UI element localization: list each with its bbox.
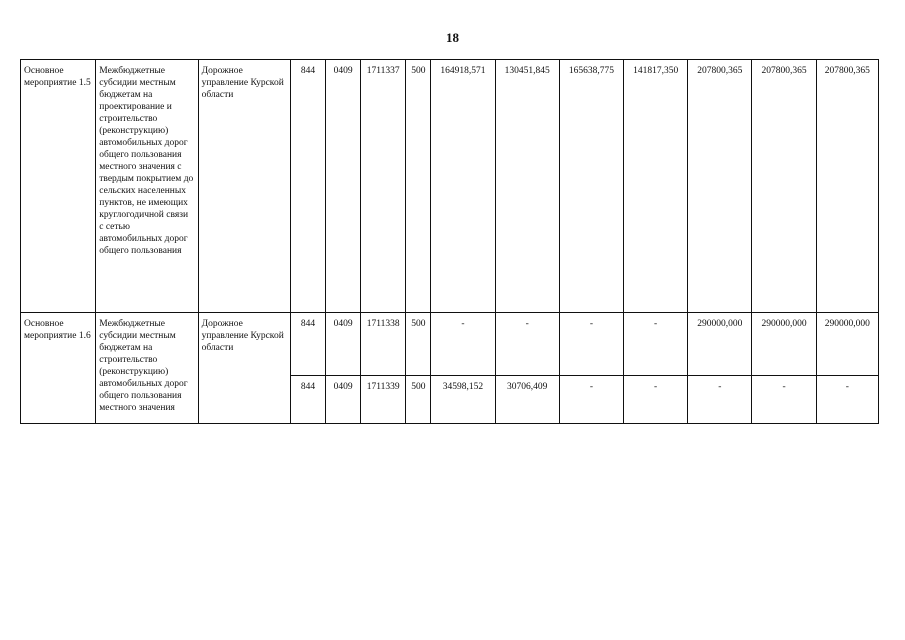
table-row xyxy=(21,60,879,313)
value-cell: - xyxy=(559,376,623,424)
csr-cell: 1711338 xyxy=(361,313,406,376)
executor-cell: Дорожное управление Курской области xyxy=(198,60,290,313)
value-cell: - xyxy=(624,376,688,424)
value-cell: 130451,845 xyxy=(495,60,559,313)
grbs-cell: 844 xyxy=(290,313,325,376)
description-cell: Межбюджетные субсидии местным бюджетам на строительство (реконструкцию) автомобильных дорог общего пользования местного значения xyxy=(96,313,198,424)
csr-cell: 1711339 xyxy=(361,376,406,424)
page-number: 18 xyxy=(446,30,459,45)
value-cell: 290000,000 xyxy=(752,313,816,376)
value-cell: - xyxy=(624,313,688,376)
value-cell: 290000,000 xyxy=(688,313,752,376)
value-cell: 164918,571 xyxy=(431,60,495,313)
vr-cell: 500 xyxy=(406,60,431,313)
value-cell: 30706,409 xyxy=(495,376,559,424)
vr-cell: 500 xyxy=(406,376,431,424)
value-cell: 141817,350 xyxy=(624,60,688,313)
value-cell: 207800,365 xyxy=(688,60,752,313)
grbs-cell: 844 xyxy=(290,60,325,313)
table-row xyxy=(21,313,879,376)
value-cell: - xyxy=(559,313,623,376)
csr-cell: 1711337 xyxy=(361,60,406,313)
value-cell: 207800,365 xyxy=(752,60,816,313)
value-cell: - xyxy=(431,313,495,376)
executor-cell: Дорожное управление Курской области xyxy=(198,313,290,424)
rzpr-cell: 0409 xyxy=(326,60,361,313)
rzpr-cell: 0409 xyxy=(326,376,361,424)
event-cell: Основное мероприятие 1.5 xyxy=(21,60,96,313)
rzpr-cell: 0409 xyxy=(326,313,361,376)
value-cell: 207800,365 xyxy=(816,60,878,313)
value-cell: 34598,152 xyxy=(431,376,495,424)
grbs-cell: 844 xyxy=(290,376,325,424)
value-cell: - xyxy=(816,376,878,424)
event-cell: Основное мероприятие 1.6 xyxy=(21,313,96,424)
value-cell: - xyxy=(495,313,559,376)
budget-table xyxy=(20,59,879,424)
value-cell: - xyxy=(688,376,752,424)
value-cell: 290000,000 xyxy=(816,313,878,376)
value-cell: 165638,775 xyxy=(559,60,623,313)
value-cell: - xyxy=(752,376,816,424)
vr-cell: 500 xyxy=(406,313,431,376)
description-cell: Межбюджетные субсидии местным бюджетам на проектирование и строительство (реконструкцию) автомобильных дорог общего пользования местного значения с твердым покрытием до сельских населенных пунктов, не имеющих круглогодичной связи с сетью автомобильных дорог общего пользования xyxy=(96,60,198,313)
